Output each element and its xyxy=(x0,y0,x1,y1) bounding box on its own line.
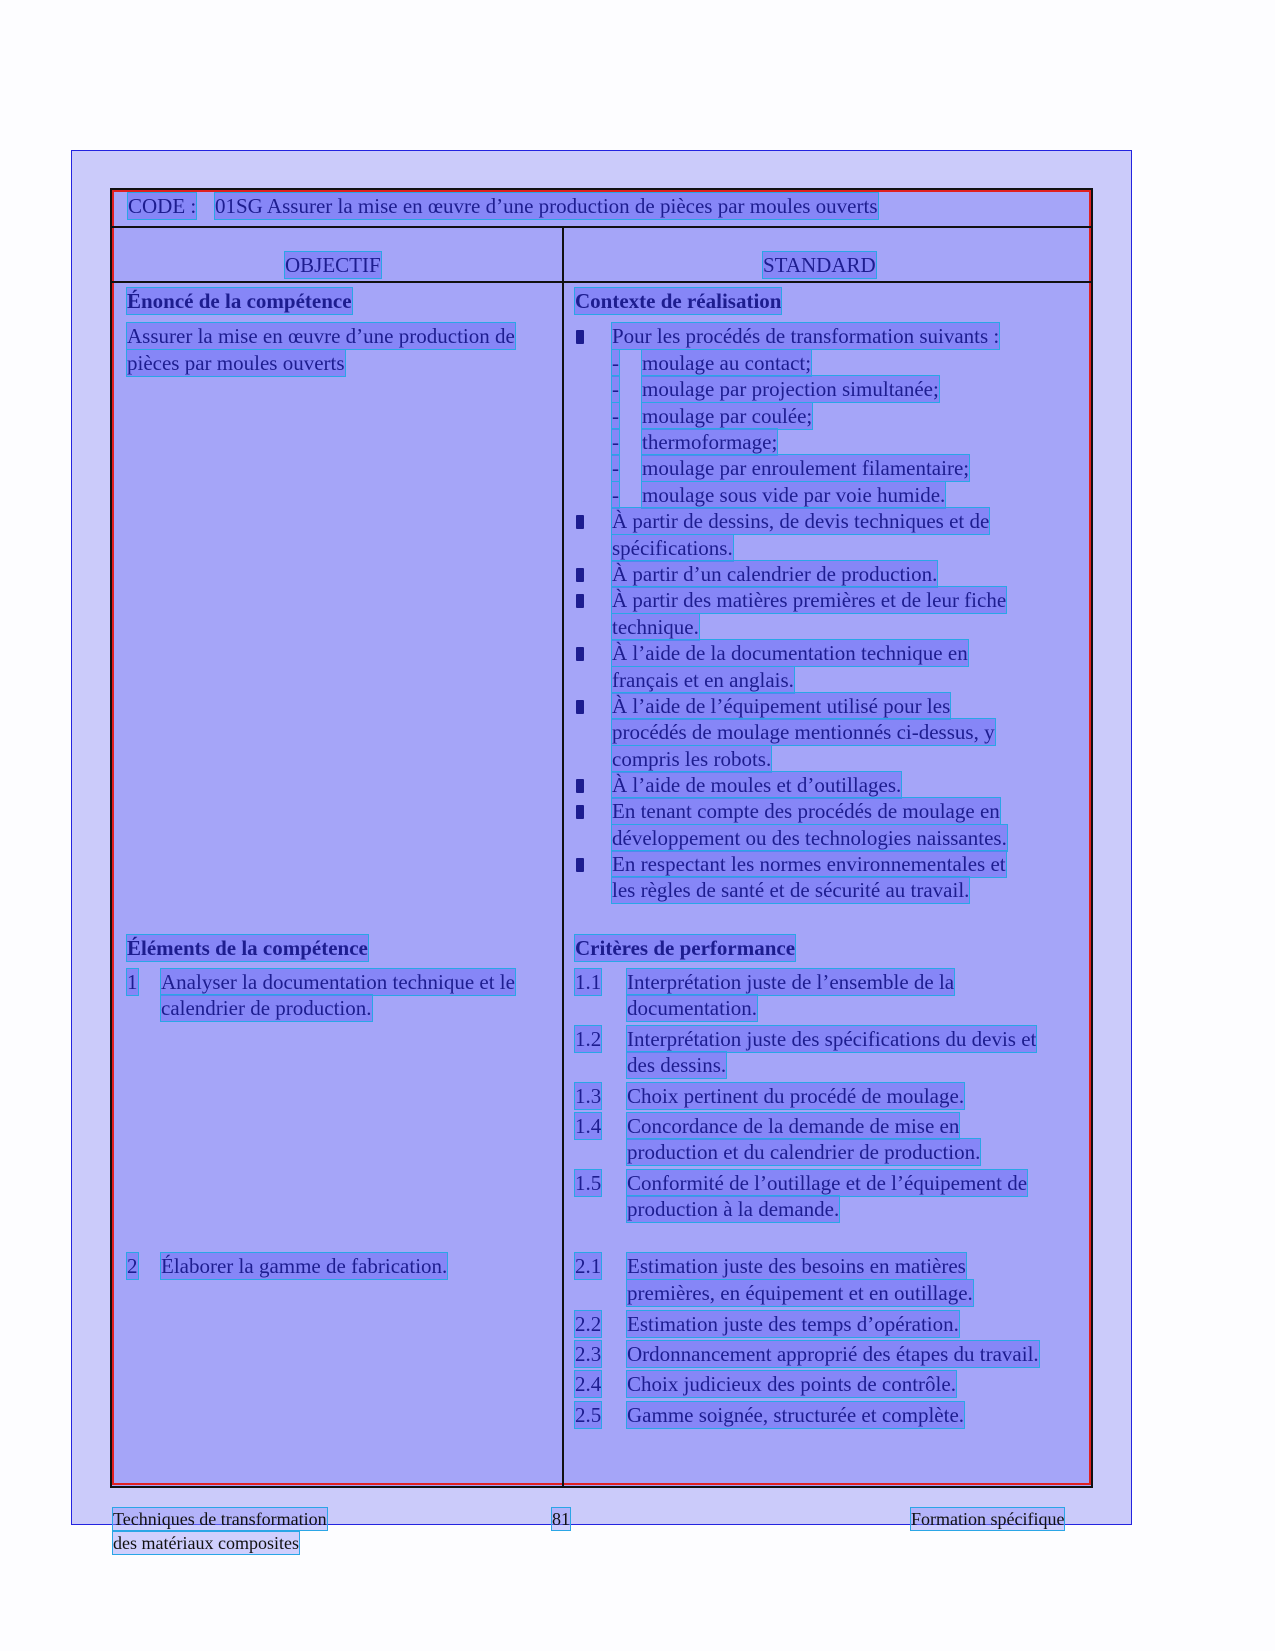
criterion-line: documentation. xyxy=(627,996,758,1020)
criterion-line: premières, en équipement et en outillage. xyxy=(627,1281,973,1305)
criterion-number: 1.5 xyxy=(575,1171,602,1195)
code-title: 01SG Assurer la mise en œuvre d’une production de pièces par moules ouverts xyxy=(215,194,878,218)
footer-program-title: Techniques de transformation xyxy=(113,1509,327,1529)
context-bullet-line: les règles de santé et de sécurité au travail. xyxy=(612,878,970,902)
criterion-line: Interprétation juste des spécifications du devis et xyxy=(627,1027,1037,1051)
bullet-icon xyxy=(576,647,584,661)
criterion-line: Estimation juste des temps d’opération. xyxy=(627,1312,959,1336)
context-bullet-line: À partir de dessins, de devis techniques et de xyxy=(612,509,990,533)
context-sub-item: moulage au contact; xyxy=(642,351,812,375)
element-number: 2 xyxy=(127,1254,138,1278)
criterion-line: Interprétation juste de l’ensemble de la xyxy=(627,970,955,994)
element-line: Analyser la documentation technique et le xyxy=(161,970,515,994)
column-header-standard: STANDARD xyxy=(763,253,876,277)
criterion-line: Estimation juste des besoins en matières xyxy=(627,1254,966,1278)
criterion-line: Ordonnancement approprié des étapes du travail. xyxy=(627,1342,1039,1366)
criterion-line: Gamme soignée, structurée et complète. xyxy=(627,1403,965,1427)
criterion-number: 2.4 xyxy=(575,1372,602,1396)
criterion-line: production et du calendrier de production. xyxy=(627,1140,981,1164)
bullet-icon xyxy=(576,779,584,793)
context-sub-item: moulage sous vide par voie humide. xyxy=(642,483,946,507)
bullet-icon xyxy=(576,805,584,819)
criterion-number: 1.3 xyxy=(575,1084,602,1108)
bullet-icon xyxy=(576,330,584,344)
context-bullet-line: À partir des matières premières et de leur fiche xyxy=(612,588,1007,612)
element-line: calendrier de production. xyxy=(161,996,372,1020)
context-intro: Pour les procédés de transformation suivants : xyxy=(612,324,1000,348)
divider xyxy=(112,226,1091,228)
context-bullet-line: En tenant compte des procédés de moulage en xyxy=(612,799,1000,823)
column-header-objectif: OBJECTIF xyxy=(285,253,381,277)
context-sub-item: moulage par projection simultanée; xyxy=(642,377,939,401)
context-bullet-line: En respectant les normes environnementales et xyxy=(612,852,1006,876)
context-bullet-line: procédés de moulage mentionnés ci-dessus, y xyxy=(612,720,995,744)
criterion-number: 1.1 xyxy=(575,970,602,994)
criterion-line: Conformité de l’outillage et de l’équipement de xyxy=(627,1171,1028,1195)
context-bullet-line: développement ou des technologies naissantes. xyxy=(612,826,1007,850)
competence-line: Assurer la mise en œuvre d’une production de xyxy=(127,324,515,348)
context-bullet-line: compris les robots. xyxy=(612,747,772,771)
criterion-number: 2.2 xyxy=(575,1312,602,1336)
criterion-number: 1.4 xyxy=(575,1114,602,1138)
footer-section: Formation spécifique xyxy=(911,1509,1065,1529)
divider xyxy=(112,281,1091,283)
context-bullet-line: français et en anglais. xyxy=(612,668,794,692)
dash-icon: - xyxy=(612,404,619,428)
dash-icon: - xyxy=(612,377,619,401)
bullet-icon xyxy=(576,568,584,582)
bullet-icon xyxy=(576,858,584,872)
element-line: Élaborer la gamme de fabrication. xyxy=(161,1254,448,1278)
context-sub-item: moulage par coulée; xyxy=(642,404,813,428)
context-heading: Contexte de réalisation xyxy=(575,289,782,313)
context-bullet-line: technique. xyxy=(612,615,699,639)
footer-program-title: des matériaux composites xyxy=(113,1533,299,1553)
dash-icon: - xyxy=(612,430,619,454)
criterion-number: 2.5 xyxy=(575,1403,602,1427)
bullet-icon xyxy=(576,594,584,608)
criterion-line: Choix pertinent du procédé de moulage. xyxy=(627,1084,965,1108)
criterion-number: 2.3 xyxy=(575,1342,602,1366)
dash-icon: - xyxy=(612,351,619,375)
criteria-heading: Critères de performance xyxy=(575,936,796,960)
criterion-line: Concordance de la demande de mise en xyxy=(627,1114,960,1138)
context-sub-item: thermoformage; xyxy=(642,430,778,454)
elements-heading: Éléments de la compétence xyxy=(127,936,368,960)
context-sub-item: moulage par enroulement filamentaire; xyxy=(642,456,970,480)
criterion-number: 1.2 xyxy=(575,1027,602,1051)
bullet-icon xyxy=(576,515,584,529)
context-bullet-line: À l’aide de moules et d’outillages. xyxy=(612,773,902,797)
context-bullet-line: spécifications. xyxy=(612,536,733,560)
dash-icon: - xyxy=(612,456,619,480)
competence-heading: Énoncé de la compétence xyxy=(127,289,352,313)
competence-line: pièces par moules ouverts xyxy=(127,351,345,375)
criterion-line: des dessins. xyxy=(627,1053,727,1077)
bullet-icon xyxy=(576,700,584,714)
criterion-line: Choix judicieux des points de contrôle. xyxy=(627,1372,956,1396)
page-number: 81 xyxy=(552,1509,570,1529)
element-number: 1 xyxy=(127,970,138,994)
column-divider xyxy=(562,226,564,1486)
criterion-number: 2.1 xyxy=(575,1254,602,1278)
criterion-line: production à la demande. xyxy=(627,1197,840,1221)
context-bullet-line: À l’aide de la documentation technique en xyxy=(612,641,968,665)
context-bullet-line: À partir d’un calendrier de production. xyxy=(612,562,938,586)
code-label: CODE : xyxy=(128,194,197,218)
context-bullet-line: À l’aide de l’équipement utilisé pour les xyxy=(612,694,951,718)
dash-icon: - xyxy=(612,483,619,507)
